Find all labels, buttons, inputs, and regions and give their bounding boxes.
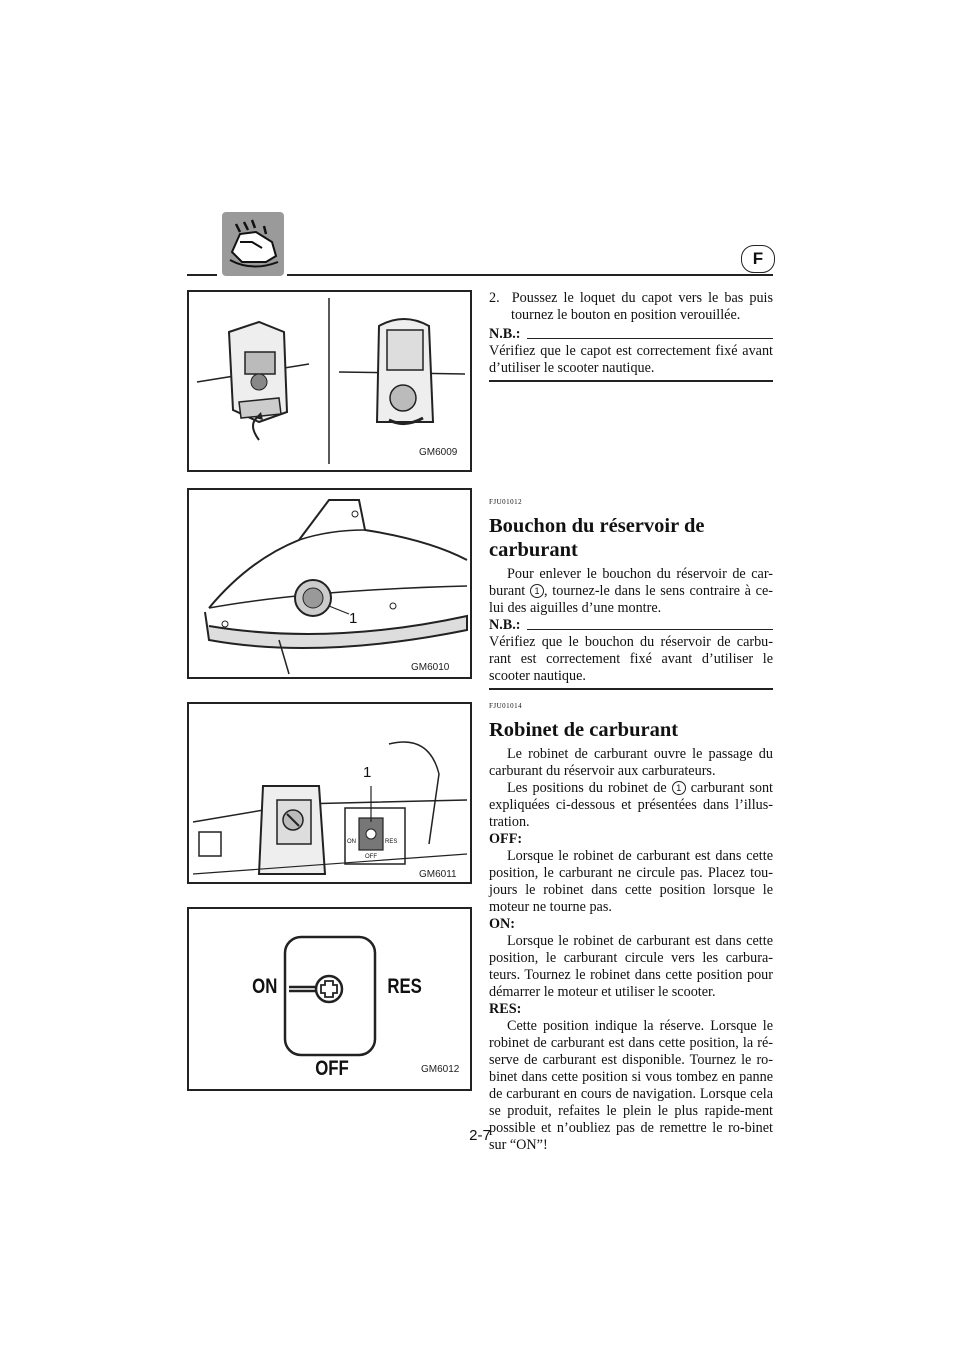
off-text: Lorsque le robinet de carburant est dans cette position, le carburant ne circule pas. Placez tou-jours le robinet dans cette position lorsque le moteur ne tourne pas.: [489, 848, 773, 915]
callout-1: 1: [672, 781, 686, 795]
positions-paragraph: Les positions du robinet de 1 carburant sont expliquées ci-dessous et présentées dans l’illus-tration.: [489, 780, 773, 830]
off-label: OFF:: [489, 831, 523, 847]
watercraft-icon: [222, 212, 284, 276]
dial-label-off: OFF: [315, 1057, 349, 1080]
section-hood-lock: [489, 290, 773, 382]
section-code: FJU01012: [489, 498, 523, 506]
switch-label-res: RES: [385, 839, 398, 845]
figure-fuel-cock-location: [187, 702, 472, 884]
section-fuel-cock: [489, 698, 773, 1154]
figure-code: GM6009: [419, 447, 458, 458]
figure-code: GM6011: [419, 869, 457, 880]
figure-callout: 1: [363, 764, 372, 781]
figure-callout: 1: [349, 610, 358, 627]
callout-1: 1: [530, 584, 544, 598]
section-badge: [222, 212, 284, 276]
note-text: Vérifiez que le bouchon du réservoir de carbu-rant est correctement fixé avant d’utiliser le scooter nautique.: [489, 634, 773, 684]
dial-label-res: RES: [387, 975, 422, 998]
switch-label-off: OFF: [365, 854, 377, 860]
res-text: Cette position indique la réserve. Lorsque le robinet de carburant est dans cette position, la ré-serve de carburant est disponible. Tournez le ro-binet dans cette position si vous tombez en panne de carburant en cours de navigation. Lorsque cela se produit, refaites le plein le plus rapide-ment possible et n’oubliez pas de remettre le ro-binet sur “ON”!: [489, 1018, 773, 1153]
on-label: ON:: [489, 916, 516, 932]
figure-code: GM6010: [411, 662, 450, 673]
section-title: Bouchon du réservoir de carburant: [489, 515, 705, 561]
body-paragraph: Pour enlever le bouchon du réservoir de car-burant 1 , tournez-le dans le sens contraire à ce-lui des aiguilles d’une montre.: [489, 566, 773, 616]
note-text: Vérifiez que le capot est correctement fixé avant d’utiliser le scooter nautique.: [489, 343, 773, 376]
figure-code: GM6012: [421, 1064, 460, 1075]
section-title: Robinet de carburant: [489, 719, 679, 741]
on-text: Lorsque le robinet de carburant est dans cette position, le carburant circule vers les carbura-teurs. Tournez le robinet dans cette position pour démarrer le moteur et utiliser le scooter.: [489, 933, 773, 1000]
hood-latch-illustration: [189, 292, 470, 470]
step-2: 2. Poussez le loquet du capot vers le bas puis tournez le bouton en position verouillée.: [489, 290, 774, 323]
note-end-rule: [489, 688, 773, 690]
figure-fuel-cap: [187, 488, 472, 679]
figure-hood-latch: [187, 290, 472, 472]
fuel-cap-illustration: [189, 490, 470, 677]
fuel-cock-location-illustration: [189, 704, 470, 882]
page-number: 2-7: [469, 1127, 491, 1144]
note-end-rule: [489, 380, 773, 382]
section-code: FJU01014: [489, 702, 523, 710]
switch-label-on: ON: [347, 839, 356, 845]
res-label: RES:: [489, 1001, 522, 1017]
figure-fuel-cock-positions: [187, 907, 472, 1091]
dial-label-on: ON: [252, 975, 278, 998]
header-rule-left: [187, 274, 217, 276]
section-fuel-cap: [489, 494, 773, 690]
intro-paragraph: Le robinet de carburant ouvre le passage du carburant du réservoir aux carburateurs.: [489, 746, 773, 779]
note-heading: N.B.:: [489, 326, 773, 343]
note-heading: N.B.:: [489, 617, 773, 634]
language-badge: F: [741, 245, 775, 273]
header-rule-right: [287, 274, 773, 276]
